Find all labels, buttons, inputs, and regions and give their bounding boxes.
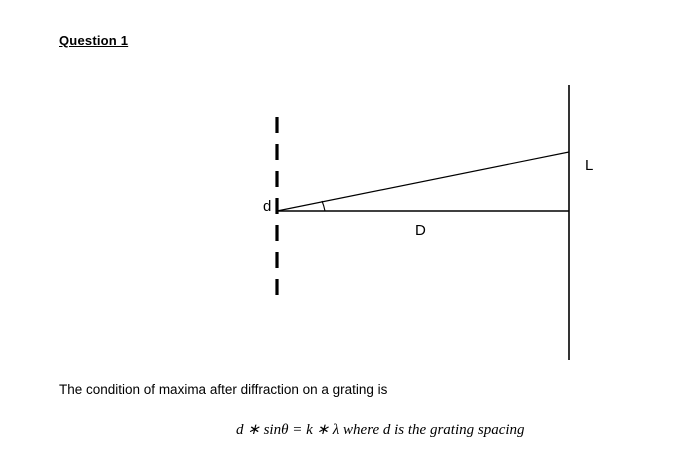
formula-text: d ∗ sinθ = k ∗ λ where d is the grating spacing	[236, 422, 525, 438]
ray-line-icon	[277, 152, 569, 211]
theta-angle-arc-icon	[322, 201, 325, 211]
label-screen-position: L	[585, 157, 594, 174]
label-distance: D	[415, 222, 426, 239]
body-paragraph: The condition of maxima after diffraction on a grating is	[59, 382, 388, 397]
page-title: Question 1	[59, 33, 129, 48]
label-grating-spacing: d	[263, 198, 272, 215]
